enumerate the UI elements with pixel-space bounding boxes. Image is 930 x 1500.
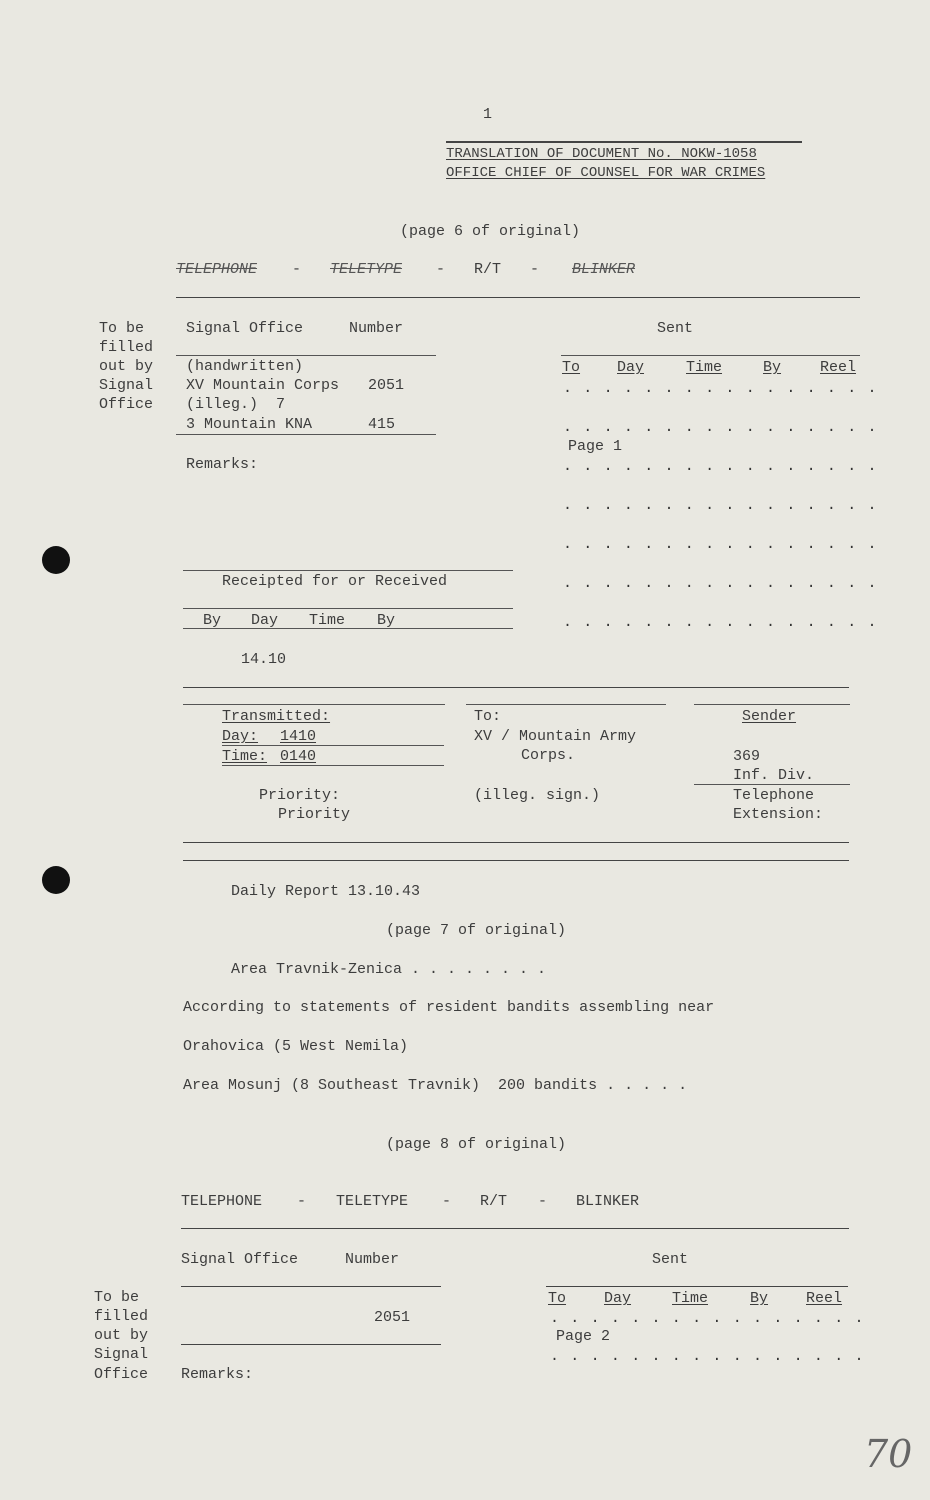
page-ref-7: (page 7 of original) — [386, 922, 567, 939]
punch-hole — [42, 546, 70, 574]
note-line: filled — [99, 339, 154, 356]
sent-col-time: Time — [686, 359, 723, 376]
dotted-line: ................ — [563, 458, 888, 475]
media-sep: - — [442, 1193, 452, 1210]
sent2-col-by: By — [750, 1290, 769, 1307]
handwritten-note: (handwritten) — [186, 358, 304, 375]
note-line: To be — [94, 1289, 140, 1306]
dotted-line: ................ — [550, 1348, 875, 1365]
dotted-line: ................ — [563, 575, 888, 592]
media-telephone: TELEPHONE — [181, 1193, 263, 1210]
entry1-office: XV Mountain Corps — [186, 377, 340, 394]
dotted-line: ................ — [563, 536, 888, 553]
form2-top-rule — [181, 1228, 849, 1229]
signal-office-label: Signal Office — [186, 320, 304, 337]
telephone-label: Telephone — [733, 787, 815, 804]
time-value: 0140 — [280, 748, 317, 765]
page-ref-8: (page 8 of original) — [386, 1136, 567, 1153]
sent2-col-time: Time — [672, 1290, 709, 1307]
media-sep: - — [436, 261, 446, 278]
extension-label: Extension: — [733, 806, 824, 823]
sent-rule-2 — [546, 1286, 848, 1287]
note-line: Signal — [99, 377, 154, 394]
signal-office-rule — [176, 355, 436, 356]
number-rule-2 — [181, 1344, 441, 1345]
note-line: Office — [94, 1366, 149, 1383]
sent-col-by: By — [763, 359, 782, 376]
note-line: Office — [99, 396, 154, 413]
page-number: 1 — [483, 106, 493, 123]
media-teletype: TELETYPE — [330, 261, 403, 278]
day-rule — [222, 745, 444, 746]
receipted-rule-mid — [183, 608, 513, 609]
remarks-label-2: Remarks: — [181, 1366, 254, 1383]
receipted-rule-top — [183, 570, 513, 571]
signal-office-rule-2 — [181, 1286, 441, 1287]
dotted-line: ................ — [563, 614, 888, 631]
body-line-3: Area Mosunj (8 Southeast Travnik) 200 bandits . . . . . — [183, 1077, 688, 1094]
doc-title-line2: OFFICE CHIEF OF COUNSEL FOR WAR CRIMES — [446, 165, 766, 181]
note-line: To be — [99, 320, 145, 337]
recv-col-by-2: By — [377, 612, 396, 629]
media-sep: - — [297, 1193, 307, 1210]
sent-label-2: Sent — [652, 1251, 689, 1268]
media-sep: - — [292, 261, 302, 278]
to-rule — [466, 704, 666, 705]
sent-rule — [561, 355, 860, 356]
page-2-label: Page 2 — [556, 1328, 611, 1345]
form1-bottom-rule-1 — [183, 842, 849, 843]
to-line1: XV / Mountain Army — [474, 728, 637, 745]
page-1-label: Page 1 — [568, 438, 623, 455]
media-rt: R/T — [474, 261, 502, 278]
form1-top-rule — [176, 297, 860, 298]
sent-col-to: To — [562, 359, 581, 376]
transmitted-label: Transmitted: — [222, 708, 331, 725]
body-line-1: According to statements of resident bandits assembling near — [183, 999, 715, 1016]
media-sep: - — [538, 1193, 548, 1210]
entry3-office: 3 Mountain KNA — [186, 416, 313, 433]
doc-title-line1: TRANSLATION OF DOCUMENT No. NOKW-1058 — [446, 146, 757, 162]
form1-bottom-rule-2 — [183, 860, 849, 861]
sender-value-1: 369 — [733, 748, 761, 765]
transmitted-rule-top — [183, 687, 849, 688]
sent-label: Sent — [657, 320, 694, 337]
sender-rule-top — [694, 704, 850, 705]
recv-col-day: Day — [251, 612, 279, 629]
receipted-label: Receipted for or Received — [222, 573, 448, 590]
entry2: (illeg.) 7 — [186, 396, 286, 413]
sender-rule-bottom — [694, 784, 850, 785]
note-line: Signal — [94, 1346, 149, 1363]
page-ref-6: (page 6 of original) — [400, 223, 581, 240]
recv-col-by: By — [203, 612, 222, 629]
dotted-line: ................ — [550, 1310, 875, 1327]
body-area-1: Area Travnik-Zenica . . . . . . . . — [231, 961, 547, 978]
transmitted-rule — [183, 704, 445, 705]
note-line: out by — [99, 358, 154, 375]
entries-rule — [176, 434, 436, 435]
media-blinker: BLINKER — [576, 1193, 640, 1210]
daily-report: Daily Report 13.10.43 — [231, 883, 421, 900]
sender-label: Sender — [742, 708, 797, 725]
sent2-col-reel: Reel — [806, 1290, 843, 1307]
sent-col-reel: Reel — [820, 359, 857, 376]
recv-time: 14.10 — [241, 651, 287, 668]
media-teletype: TELETYPE — [336, 1193, 409, 1210]
priority-value: Priority — [278, 806, 351, 823]
to-line2: Corps. — [521, 747, 576, 764]
note-line: filled — [94, 1308, 149, 1325]
header-rule-top — [446, 141, 802, 143]
handwritten-page-mark: 70 — [864, 1432, 913, 1476]
dotted-line: ................ — [563, 497, 888, 514]
remarks-label: Remarks: — [186, 456, 259, 473]
body-line-2: Orahovica (5 West Nemila) — [183, 1038, 409, 1055]
entry1-number: 2051 — [368, 377, 405, 394]
signal-office-label-2: Signal Office — [181, 1251, 299, 1268]
to-signature: (illeg. sign.) — [474, 787, 601, 804]
sent-col-day: Day — [617, 359, 645, 376]
number-label-2: Number — [345, 1251, 400, 1268]
number-value-2: 2051 — [374, 1309, 411, 1326]
number-label: Number — [349, 320, 404, 337]
recv-col-time: Time — [309, 612, 346, 629]
time-rule — [222, 765, 444, 766]
media-telephone: TELEPHONE — [176, 261, 258, 278]
media-rt: R/T — [480, 1193, 508, 1210]
to-label: To: — [474, 708, 502, 725]
day-value: 1410 — [280, 728, 317, 745]
day-label: Day: — [222, 728, 259, 745]
note-line: out by — [94, 1327, 149, 1344]
time-label: Time: — [222, 748, 268, 765]
priority-label: Priority: — [259, 787, 341, 804]
media-sep: - — [530, 261, 540, 278]
sent2-col-day: Day — [604, 1290, 632, 1307]
receipted-rule-bottom — [183, 628, 513, 629]
punch-hole — [42, 866, 70, 894]
entry3-number: 415 — [368, 416, 396, 433]
dotted-line: ................ — [563, 380, 888, 397]
sent2-col-to: To — [548, 1290, 567, 1307]
sender-value-2: Inf. Div. — [733, 767, 815, 784]
dotted-line: ................ — [563, 419, 888, 436]
media-blinker: BLINKER — [572, 261, 636, 278]
